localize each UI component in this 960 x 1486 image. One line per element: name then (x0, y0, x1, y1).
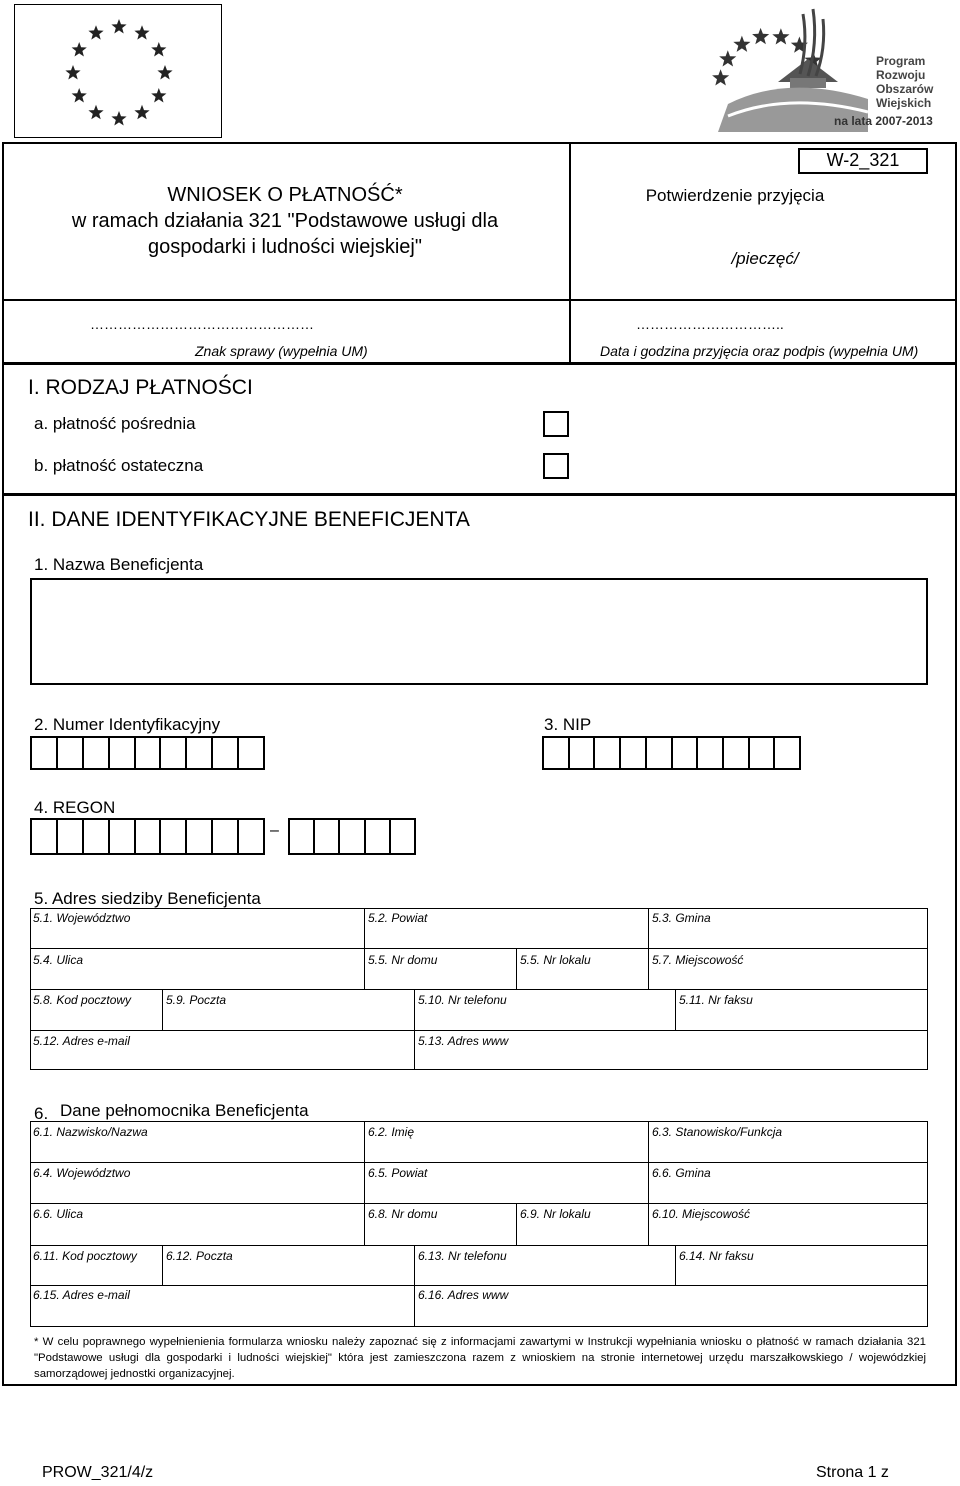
section-beneficiary-title: II. DANE IDENTYFIKACYJNE BENEFICJENTA (28, 508, 470, 531)
proxy-flat-no[interactable]: 6.9. Nr lokalu (520, 1207, 591, 1221)
regon-label: 4. REGON (34, 798, 116, 817)
proxy-num: 6. (34, 1104, 49, 1123)
proxy-post-office[interactable]: 6.12. Poczta (166, 1249, 233, 1263)
addr-flat-no[interactable]: 5.5. Nr lokalu (520, 953, 591, 967)
form-code: W-2_321 (826, 150, 900, 170)
proxy-street[interactable]: 6.6. Ulica (33, 1207, 84, 1221)
proxy-surname[interactable]: 6.1. Nazwisko/Nazwa (33, 1125, 148, 1139)
case-label: Znak sprawy (wypełnia UM) (195, 343, 368, 359)
proxy-www[interactable]: 6.16. Adres www (418, 1288, 509, 1302)
footer-form-code: PROW_321/4/z (42, 1464, 154, 1481)
addr-county[interactable]: 5.2. Powiat (368, 911, 428, 925)
addr-email[interactable]: 5.12. Adres e-mail (33, 1034, 130, 1048)
beneficiary-name-label: 1. Nazwa Beneficjenta (34, 555, 204, 574)
form-title-line1: WNIOSEK O PŁATNOŚĆ* (167, 184, 403, 206)
beneficiary-name-field[interactable] (30, 578, 928, 685)
stamp-label: /pieczęć/ (731, 249, 799, 268)
proxy-first-name[interactable]: 6.2. Imię (368, 1125, 415, 1139)
addr-www[interactable]: 5.13. Adres www (418, 1034, 509, 1048)
address-label: 5. Adres siedziby Beneficjenta (34, 889, 261, 908)
proxy-city[interactable]: 6.10. Miejscowość (652, 1207, 751, 1221)
prow-logo-line3: Obszarów (876, 82, 934, 96)
footer-page-number: Strona 1 z (816, 1464, 889, 1481)
id-number-label: 2. Numer Identyfikacyjny (34, 715, 221, 734)
addr-street[interactable]: 5.4. Ulica (33, 953, 84, 967)
addr-city[interactable]: 5.7. Miejscowość (652, 953, 744, 967)
proxy-email[interactable]: 6.15. Adres e-mail (33, 1288, 130, 1302)
id-number-cells[interactable] (30, 736, 265, 770)
regon-cells-main[interactable] (30, 818, 265, 855)
proxy-house-no[interactable]: 6.8. Nr domu (368, 1207, 438, 1221)
proxy-county[interactable]: 6.5. Powiat (368, 1166, 428, 1180)
footnote: * W celu poprawnego wypełnienienia formularza wniosku należy zapoznać się z informacjami zawartymi w Instrukcji wypełniania wniosku o płatność w ramach działania 321 "Podstawowe usługi dla gospodarki i ludności wiejskiej" która jest zamieszczona razem z wnioskiem na stronie internetowej urzędu marszałkowskiego / wojewódzkiej samorządowej jednostki organizacyjnej. (34, 1336, 926, 1380)
addr-postcode[interactable]: 5.8. Kod pocztowy (33, 993, 132, 1007)
proxy-commune[interactable]: 6.6. Gmina (652, 1166, 711, 1180)
prow-logo-line5: na lata 2007-2013 (834, 114, 933, 128)
proxy-postcode[interactable]: 6.11. Kod pocztowy (33, 1249, 137, 1263)
wheat-house-icon (708, 4, 873, 132)
form-title-line2: w ramach działania 321 "Podstawowe usługi dla (71, 210, 499, 232)
payment-option-final-checkbox[interactable] (543, 453, 569, 479)
case-dots: ………………………………………… (90, 316, 314, 332)
date-dots: ………………………….. (636, 316, 784, 332)
eu-logo (14, 4, 222, 138)
addr-commune[interactable]: 5.3. Gmina (652, 911, 711, 925)
nip-cells[interactable] (542, 736, 801, 770)
addr-voivodeship[interactable]: 5.1. Województwo (33, 911, 131, 925)
section-payment-type-title: I. RODZAJ PŁATNOŚCI (28, 376, 253, 399)
payment-option-final-label: b. płatność ostateczna (34, 456, 204, 475)
prow-logo-line4: Wiejskich (876, 96, 932, 110)
prow-logo-line1: Program (876, 54, 926, 68)
date-label: Data i godzina przyjęcia oraz podpis (wypełnia UM) (600, 343, 919, 359)
form-title-line3: gospodarki i ludności wiejskiej" (148, 236, 422, 258)
payment-option-intermediate-label: a. płatność pośrednia (34, 414, 196, 433)
prow-logo (708, 4, 936, 132)
proxy-position[interactable]: 6.3. Stanowisko/Funkcja (652, 1125, 783, 1139)
addr-phone[interactable]: 5.10. Nr telefonu (418, 993, 507, 1007)
proxy-label: Dane pełnomocnika Beneficjenta (60, 1101, 309, 1120)
payment-option-intermediate-checkbox[interactable] (543, 411, 569, 437)
nip-label: 3. NIP (544, 715, 592, 734)
receipt-label: Potwierdzenie przyjęcia (645, 186, 825, 205)
addr-fax[interactable]: 5.11. Nr faksu (679, 993, 753, 1007)
addr-post-office[interactable]: 5.9. Poczta (166, 993, 227, 1007)
proxy-voivodeship[interactable]: 6.4. Województwo (33, 1166, 131, 1180)
addr-house-no[interactable]: 5.5. Nr domu (368, 953, 438, 967)
prow-logo-line2: Rozwoju (876, 68, 926, 82)
regon-dash: – (270, 822, 279, 839)
eu-stars-icon (15, 5, 221, 137)
proxy-fax[interactable]: 6.14. Nr faksu (679, 1249, 754, 1263)
proxy-phone[interactable]: 6.13. Nr telefonu (418, 1249, 507, 1263)
regon-cells-ext[interactable] (288, 818, 416, 855)
